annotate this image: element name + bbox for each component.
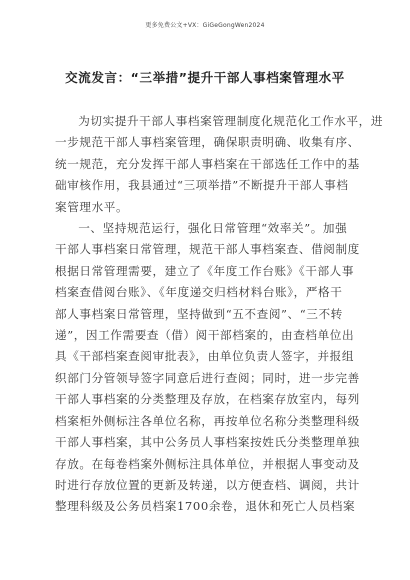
text-line: 部人事档案日常管理，坚持做到“五不查阅”、“三不转 — [55, 306, 343, 321]
text-line: 干部人事档案，其中公务员人事档案按姓氏分类整理单独 — [55, 435, 360, 450]
section-one-paragraph — [55, 218, 360, 518]
text-line: 案管理水平。 — [55, 199, 129, 214]
text-line: 一步规范干部人事档案管理，确保职责明确、收集有序、 — [55, 135, 360, 150]
text-line: 一、坚持规范运行，强化日常管理“效率关”。加强 — [78, 221, 348, 236]
document-body — [55, 111, 384, 518]
text-line: 整理科级及公务员档案1700余卷，退休和死亡人员档案 — [55, 499, 356, 514]
text-line: 统一规范，充分发挥干部人事档案在干部选任工作中的基 — [55, 156, 360, 171]
intro-paragraph — [55, 111, 384, 218]
text-line: 础审核作用，我县通过“三项举措”不断提升干部人事档 — [55, 178, 349, 193]
text-line: 档案查借阅台账》、《年度递交归档材料台账》，严格干 — [55, 285, 343, 300]
text-line: 干部人事档案的分类整理及存放，在档案存放室内，每列 — [55, 392, 360, 407]
text-line: 时进行存放位置的更新及转递，以方便查档、调阅，共计 — [55, 477, 360, 492]
text-line: 干部人事档案日常管理，规范干部人事档案查、借阅制度 — [55, 242, 360, 257]
text-line: 递”，因工作需要查（借）阅干部档案的，由查档单位出 — [55, 328, 355, 343]
text-line: 根据日常管理需要，建立了《年度工作台账》《干部人事 — [55, 263, 355, 278]
page-header-note: 更多免费公文+VX：GiGeGongWen2024 — [145, 22, 265, 29]
text-line: 织部门分管领导签字同意后进行查阅；同时，进一步完善 — [55, 370, 360, 385]
text-line: 存放。在每卷档案外侧标注具体单位，并根据人事变动及 — [55, 456, 360, 471]
text-line: 为切实提升干部人事档案管理制度化规范化工作水平，进 — [78, 114, 384, 128]
document-title: 交流发言：“三举措”提升干部人事档案管理水平 — [65, 70, 345, 85]
text-line: 具《干部档案查阅审批表》，由单位负责人签字，并报组 — [55, 349, 355, 364]
text-line: 档案柜外侧标注各单位名称，再按单位名称分类整理科级 — [55, 413, 360, 428]
